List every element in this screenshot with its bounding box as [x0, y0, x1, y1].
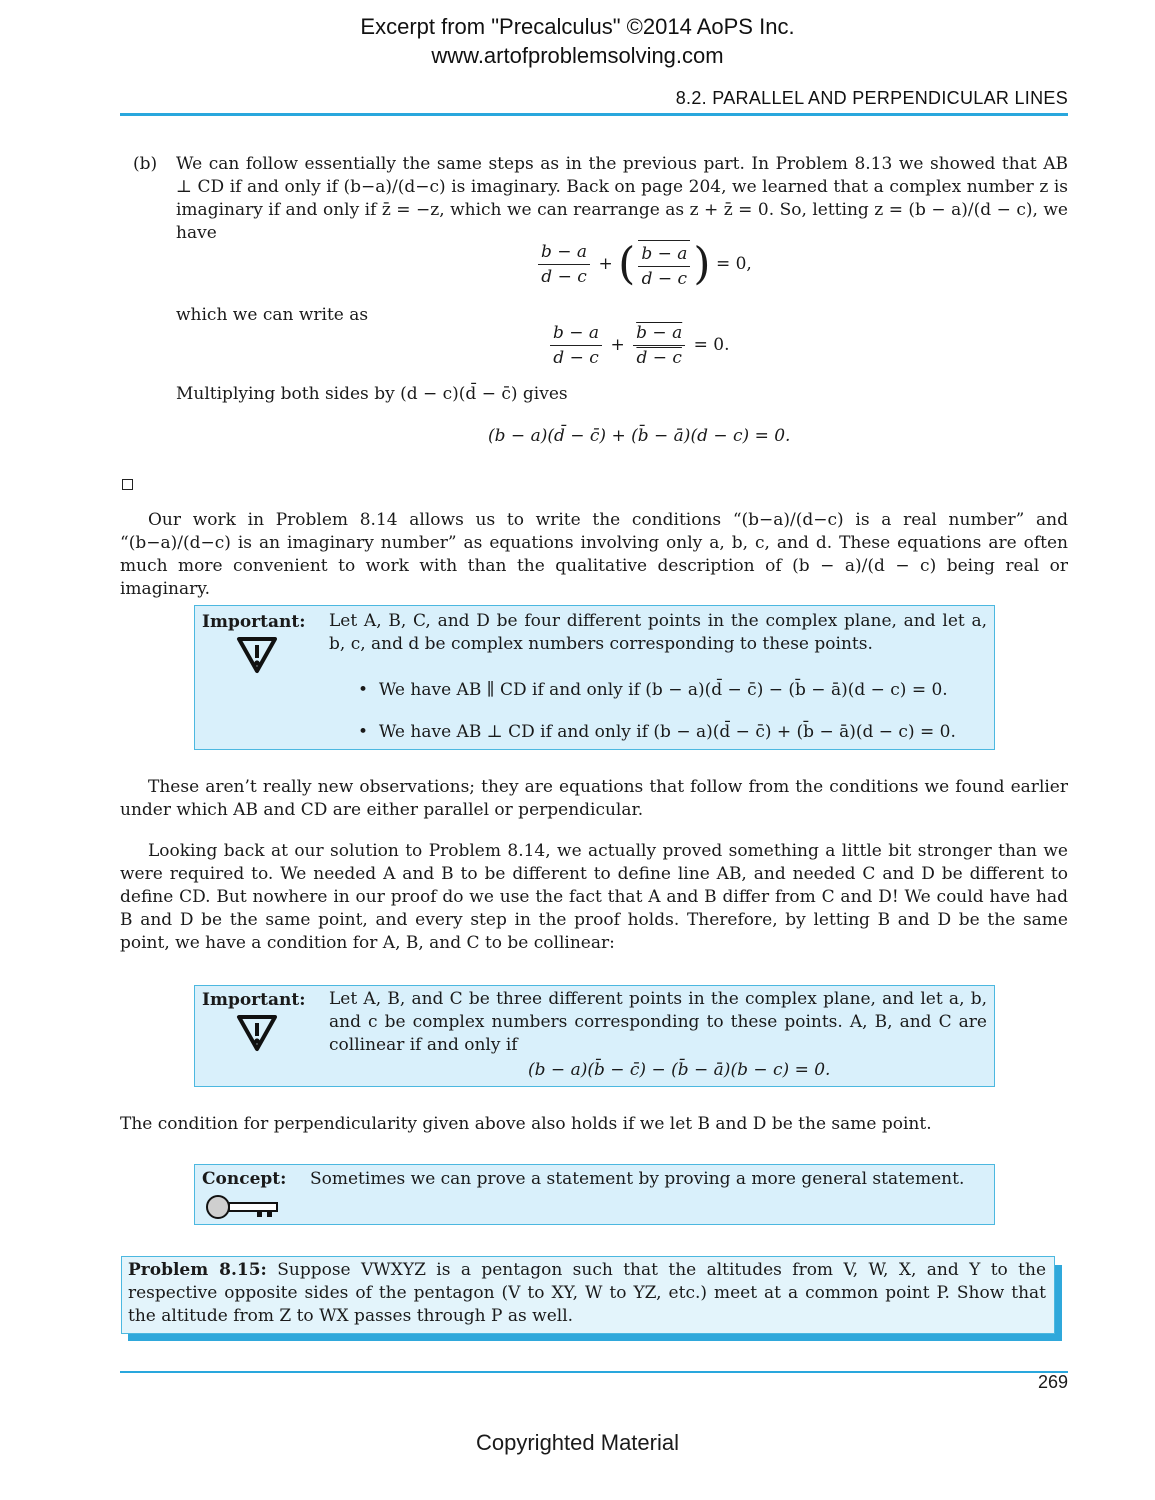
eq1-conj-numerator: b − a	[638, 244, 690, 267]
part-b-label: (b)	[133, 154, 158, 174]
banner-line-1: Excerpt from "Precalculus" ©2014 AoPS Inc.	[360, 14, 795, 39]
multiply-text: Multiplying both sides by (d − c)(d̄ − c̄) gives	[176, 384, 568, 404]
equation-3: (b − a)(d̄ − c̄) + (b̄ − ā)(d − c) = 0.	[488, 426, 791, 446]
right-paren: )	[693, 238, 711, 290]
eq1-rhs: = 0,	[715, 254, 752, 274]
eq2-rhs: = 0.	[693, 335, 730, 355]
running-head: 8.2. PARALLEL AND PERPENDICULAR LINES	[675, 88, 1068, 108]
equation-1	[535, 240, 752, 289]
eq2-numerator-1: b − a	[550, 323, 602, 346]
paragraph-1: Our work in Problem 8.14 allows us to write the conditions “(b−a)/(d−c) is a real number” and “(b−a)/(d−c) is an imaginary number” as equations involving only a, b, c, and d. These equations are often much more convenient to work with than the qualitative description of (b − a)/(d − c) being real or imaginary.	[120, 510, 1068, 599]
bullet-perpendicular-text: We have AB ⊥ CD if and only if (b − a)(d̄ − c̄) + (b̄ − ā)(d − c) = 0.	[378, 722, 956, 742]
important-text-2: Let A, B, and C be three different points in the complex plane, and let a, b, and c be complex numbers corresponding to these points. A, B, and C are collinear if and only if	[329, 989, 987, 1055]
eq2-plus: +	[610, 335, 625, 355]
which-text: which we can write as	[176, 305, 369, 325]
important-text-1: Let A, B, C, and D be four different points in the complex plane, and let a, b, c, and d be complex numbers corresponding to these points.	[329, 611, 987, 654]
equation-2	[547, 323, 730, 368]
paragraph-3: Looking back at our solution to Problem 8.14, we actually proved something a little bit stronger than we were required to. We needed A and B to be different to define line AB, and needed C and D be different to define CD. But nowhere in our proof do we use the fact that A and B differ from C and D! We could have had B and D be the same point, and every step in the proof holds. Therefore, by letting B and D be the same point, we have a condition for A, B, and C to be collinear:	[120, 841, 1068, 953]
key-icon	[205, 1193, 281, 1221]
copyright-footer: Copyrighted Material	[476, 1430, 679, 1455]
eq2-denominator-2: d − c	[636, 348, 682, 368]
important-label-2: Important:	[202, 990, 306, 1010]
bullet-perpendicular: • We have AB ⊥ CD if and only if (b − a)(d̄ − c̄) + (b̄ − ā)(d − c) = 0.	[358, 722, 956, 742]
eq1-numerator: b − a	[538, 242, 590, 265]
problem-text: Suppose VWXYZ is a pentagon such that the altitudes from V, W, X, and Y to the respective opposite sides of the pentagon (V to XY, W to YZ, etc.) meet at a common point P. Show that the altitude from Z to WX passes through P as well.	[128, 1260, 1047, 1326]
eq1-conj-denominator: d − c	[641, 269, 688, 289]
problem-body	[128, 1259, 1046, 1328]
warning-triangle-icon	[235, 1012, 279, 1054]
warning-triangle-icon	[235, 634, 279, 676]
part-b-text: We can follow essentially the same steps as in the previous part. In Problem 8.13 we showed that AB ⊥ CD if and only if (b−a)/(d−c) is imaginary. Back on page 204, we learned that a complex number z is imaginary if and only if z̄ = −z, which we can rearrange as z + z̄ = 0. So, letting z = (b − a)/(d − c), we have	[176, 154, 1068, 243]
paragraph-4: The condition for perpendicularity given above also holds if we let B and D be the same point.	[120, 1114, 932, 1134]
collinear-equation: (b − a)(b̄ − c̄) − (b̄ − ā)(b − c) = 0.	[528, 1060, 831, 1080]
important-label-1: Important:	[202, 612, 306, 632]
bullet-parallel: • We have AB ∥ CD if and only if (b − a)(d̄ − c̄) − (b̄ − ā)(d − c) = 0.	[358, 680, 948, 700]
excerpt-banner	[0, 12, 1155, 70]
header-rule	[120, 113, 1068, 116]
eq1-denominator: d − c	[541, 267, 587, 287]
qed-square	[122, 479, 133, 490]
concept-box	[194, 1164, 995, 1225]
important-box-1	[194, 605, 995, 750]
banner-line-2: www.artofproblemsolving.com	[431, 43, 724, 68]
important-box-2	[194, 985, 995, 1087]
concept-text: Sometimes we can prove a statement by proving a more general statement.	[310, 1169, 965, 1189]
eq1-plus: +	[598, 254, 613, 274]
eq2-denominator-1: d − c	[553, 348, 599, 368]
problem-label: Problem 8.15:	[128, 1260, 267, 1280]
paragraph-2: These aren’t really new observations; they are equations that follow from the conditions we found earlier under which AB and CD are either parallel or perpendicular.	[120, 777, 1068, 820]
page-number: 269	[1037, 1372, 1068, 1392]
left-paren: (	[618, 238, 636, 290]
bullet-parallel-text: We have AB ∥ CD if and only if (b − a)(d̄ − c̄) − (b̄ − ā)(d − c) = 0.	[378, 680, 948, 700]
concept-label: Concept:	[202, 1169, 287, 1189]
eq2-numerator-2: b − a	[633, 323, 685, 346]
problem-box	[121, 1256, 1055, 1334]
